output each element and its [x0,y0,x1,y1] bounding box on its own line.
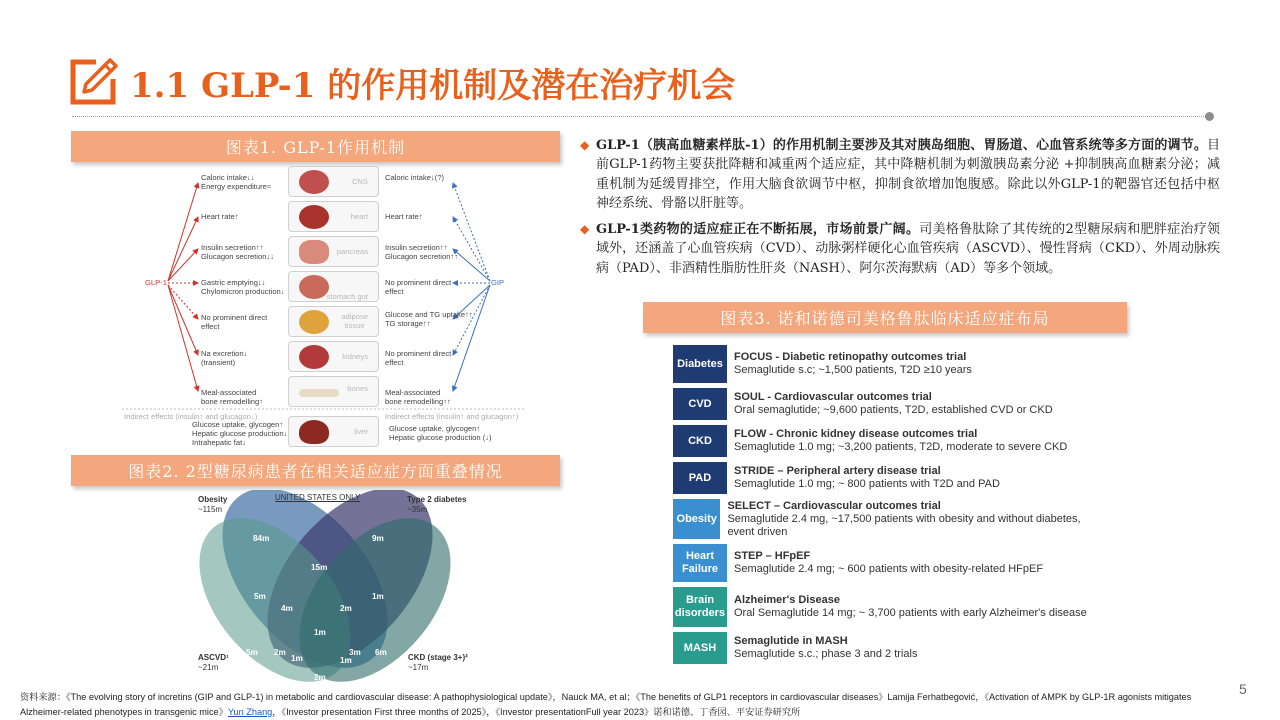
venn-label-t2d: Type 2 diabetes ~35m [407,495,467,514]
title-divider [72,116,1210,117]
bullet-body: 目前GLP-1药物主要获批降糖和减重两个适应症，其中降糖机制为刺激胰岛素分泌 +抑制胰高血糖素分泌；减重机制为延缓胃排空，作用大脑食欲调节中枢，抑制食欲增加饱腹感。除此以外GLP-1的靶器官还包括中枢神经系统、骨骼以肝脏等。 [596,138,1220,211]
venn-region: 5m [246,648,258,657]
page-number: 5 [1239,681,1247,697]
venn-label-ascvd: ASCVD¹ ~21m [198,653,229,672]
venn-label-ckd: CKD (stage 3+)² ~17m [408,653,468,672]
diamond-bullet-icon: ◆ [580,222,590,237]
bone-gip-effect: Meal-associated bone remodelling↑↑ [385,388,451,406]
venn-region: 15m [311,563,328,572]
organ-stomach-gut [288,271,379,302]
organ-label: heart [350,212,368,221]
indication-row [673,388,1093,420]
indication-badge: PAD [673,462,727,494]
adipose-glp-effect: No prominent direct effect [201,313,268,331]
indication-row [673,499,1093,539]
indication-badge: MASH [673,632,727,664]
venn-region: 2m [314,673,326,682]
indication-badge: CVD [673,388,727,420]
divider-dot [1205,112,1214,121]
indication-row [673,345,1093,383]
indication-row [673,544,1093,582]
venn-region: 9m [372,534,384,543]
indication-details: SOUL - Cardiovascular outcomes trial Oral semaglutide; ~9,600 patients, T2D, established CVD or CKD [734,391,1053,416]
organ-label: bones [347,384,368,393]
bullet-lead: GLP-1类药物的适应症正在不断拓展，市场前景广阔。 [596,222,920,238]
pencil-square-icon [68,57,118,107]
indication-details: SELECT – Cardiovascular outcomes trial Semaglutide 2.4 mg, ~17,500 patients with obesity and without diabetes, event driven [727,499,1081,538]
organ-pancreas [288,236,379,267]
bullet-lead: GLP-1（胰高血糖素样肽-1）的作用机制主要涉及其对胰岛细胞、胃肠道、心血管系统等多方面的调节。 [596,138,1207,153]
venn-region: 3m [349,648,361,657]
figure1-diagram [118,163,530,453]
indication-details: FOCUS - Diabetic retinopathy outcomes trial Semaglutide s.c; ~1,500 patients, T2D ≥10 years [734,351,972,376]
venn-region: 4m [281,604,293,613]
venn-region: 1m [291,654,303,663]
indication-badge: Diabetes [673,345,727,383]
venn-label-obesity: Obesity ~115m [198,495,228,514]
gut-glp-effect: Gastric emptying↓↓ Chylomicron production↓ [201,278,285,296]
organ-label: stomach gut [326,292,368,301]
organ-bones [288,376,379,407]
figure1-title: 图表1. GLP-1作用机制 [71,131,560,162]
organ-cns [288,166,379,197]
figure3-table [673,345,1093,669]
source-note: 资料来源：《The evolving story of incretins (GIP and GLP-1) in metabolic and cardiovascular disease: A pathophysiological update》，Nauck MA, et al；《The benefits of GLP1 receptors in cardiovascular diseases》Lamija Ferhatbegović，《Activation of AMPK by GLP-1R agonists mitigates Alzheimer-related phenotypes in transgenic mice》Yun Zhang，《Investor presentation First three months of 2025》，《Investor presentationFull year 2023》诺和诺德、丁香园、平安证券研究所 [20,692,1192,717]
indication-badge: Brain disorders [673,587,727,627]
venn-region: 5m [254,592,266,601]
organ-adipose [288,306,379,337]
organ-kidneys [288,341,379,372]
organ-label: kidneys [342,352,368,361]
organ-heart [288,201,379,232]
bullet-item [580,220,1220,278]
cns-gip-effect: Caloric intake↓(?) [385,173,445,182]
kidney-glp-effect: Na excretion↓ (transient) [201,349,248,367]
venn-region: 1m [314,628,326,637]
figure3-title: 图表3. 诺和诺德司美格鲁肽临床适应症布局 [643,302,1127,333]
indication-row [673,462,1093,494]
venn-region: 1m [372,592,384,601]
venn-region: 6m [375,648,387,657]
indication-details: STEP – HFpEF Semaglutide 2.4 mg; ~ 600 patients with obesity-related HFpEF [734,550,1044,575]
venn-region: 2m [340,604,352,613]
pancreas-gip-effect: Insulin secretion↑↑ Glucagon secretion↑↑ [385,243,459,261]
diamond-bullet-icon: ◆ [580,138,590,152]
indication-badge: Obesity [673,499,720,539]
bullet-body: 司美格鲁肽除了其传统的2型糖尿病和肥胖症治疗领域外，还涵盖了心血管疾病（CVD）、动脉粥样硬化心血管疾病（ASCVD）、慢性肾病（CKD）、外周动脉疾病（PAD）、非酒精性脂肪性肝炎（NASH）、阿尔茨海默病（AD）等多个领域。 [596,222,1220,276]
venn-region: 1m [340,656,352,665]
venn-region: 2m [274,648,286,657]
figure2-title: 图表2. 2型糖尿病患者在相关适应症方面重叠情况 [71,455,560,486]
page-title: 1.1 GLP-1 的作用机制及潜在治疗机会 [130,65,736,106]
indication-row [673,587,1093,627]
indication-row [673,632,1093,664]
organ-label: CNS [351,177,368,186]
gut-gip-effect: No prominent direct effect [385,278,452,296]
key-points [580,136,1220,285]
indication-badge: Heart Failure [673,544,727,582]
glp1-label: GLP-1 [145,278,167,287]
heart-icon [299,205,329,229]
adipose-gip-effect: Glucose and TG uptake↑↑ TG storage↑↑ [385,310,473,328]
kidney-icon [299,345,329,369]
indication-row [673,425,1093,457]
pancreas-glp-effect: Insulin secretion↑↑ Glucagon secretion↓↓ [201,243,275,261]
organ-label: pancreas [336,247,368,256]
indication-details: FLOW - Chronic kidney disease outcomes trial Semaglutide 1.0 mg; ~3,200 patients, T2D, moderate to severe CKD [734,428,1068,453]
bullet-item [580,136,1220,213]
cns-glp-effect: Caloric intake↓↓ Energy expenditure≈ [201,173,272,191]
adipose-icon [299,310,329,334]
organ-label: adipose tissue [341,312,368,330]
liver-icon [299,420,329,444]
venn-us-only: UNITED STATES ONLY [275,493,361,502]
figure2-venn [180,490,480,690]
venn-region: 84m [253,534,270,543]
liver-gip-effect: Glucose uptake, glycogen↑ Hepatic glucose production (↓) [389,424,492,442]
gip-label: GIP [491,278,505,287]
stomach-icon [299,275,329,299]
bone-glp-effect: Meal-associated bone remodelling↑ [201,388,264,406]
pancreas-icon [299,240,329,264]
organ-label: liver [354,427,368,436]
brain-icon [299,170,329,194]
indication-badge: CKD [673,425,727,457]
indication-details: Alzheimer's Disease Oral Semaglutide 14 mg; ~ 3,700 patients with early Alzheimer's disease [734,594,1087,619]
indication-details: Semaglutide in MASH Semaglutide s.c.; phase 3 and 2 trials [734,635,918,660]
heart-glp-effect: Heart rate↑ [201,212,239,221]
source-link[interactable]: Yun Zhang [227,707,273,717]
indirect-effects-left: Indirect effects (insulin↑ and glucagon↓) [124,412,258,421]
heart-gip-effect: Heart rate↑ [385,212,423,221]
liver-glp-effect: Glucose uptake, glycogen↑ Hepatic glucose production↓ Intrahepatic fat↓ [192,420,288,447]
indirect-effects-right: Indirect effects (insulin↑ and glucagon↑) [385,412,519,421]
bone-icon [299,389,339,397]
organ-liver [288,416,379,447]
indication-details: STRIDE – Peripheral artery disease trial Semaglutide 1.0 mg; ~ 800 patients with T2D and PAD [734,465,1000,490]
kidney-gip-effect: No prominent direct effect [385,349,452,367]
